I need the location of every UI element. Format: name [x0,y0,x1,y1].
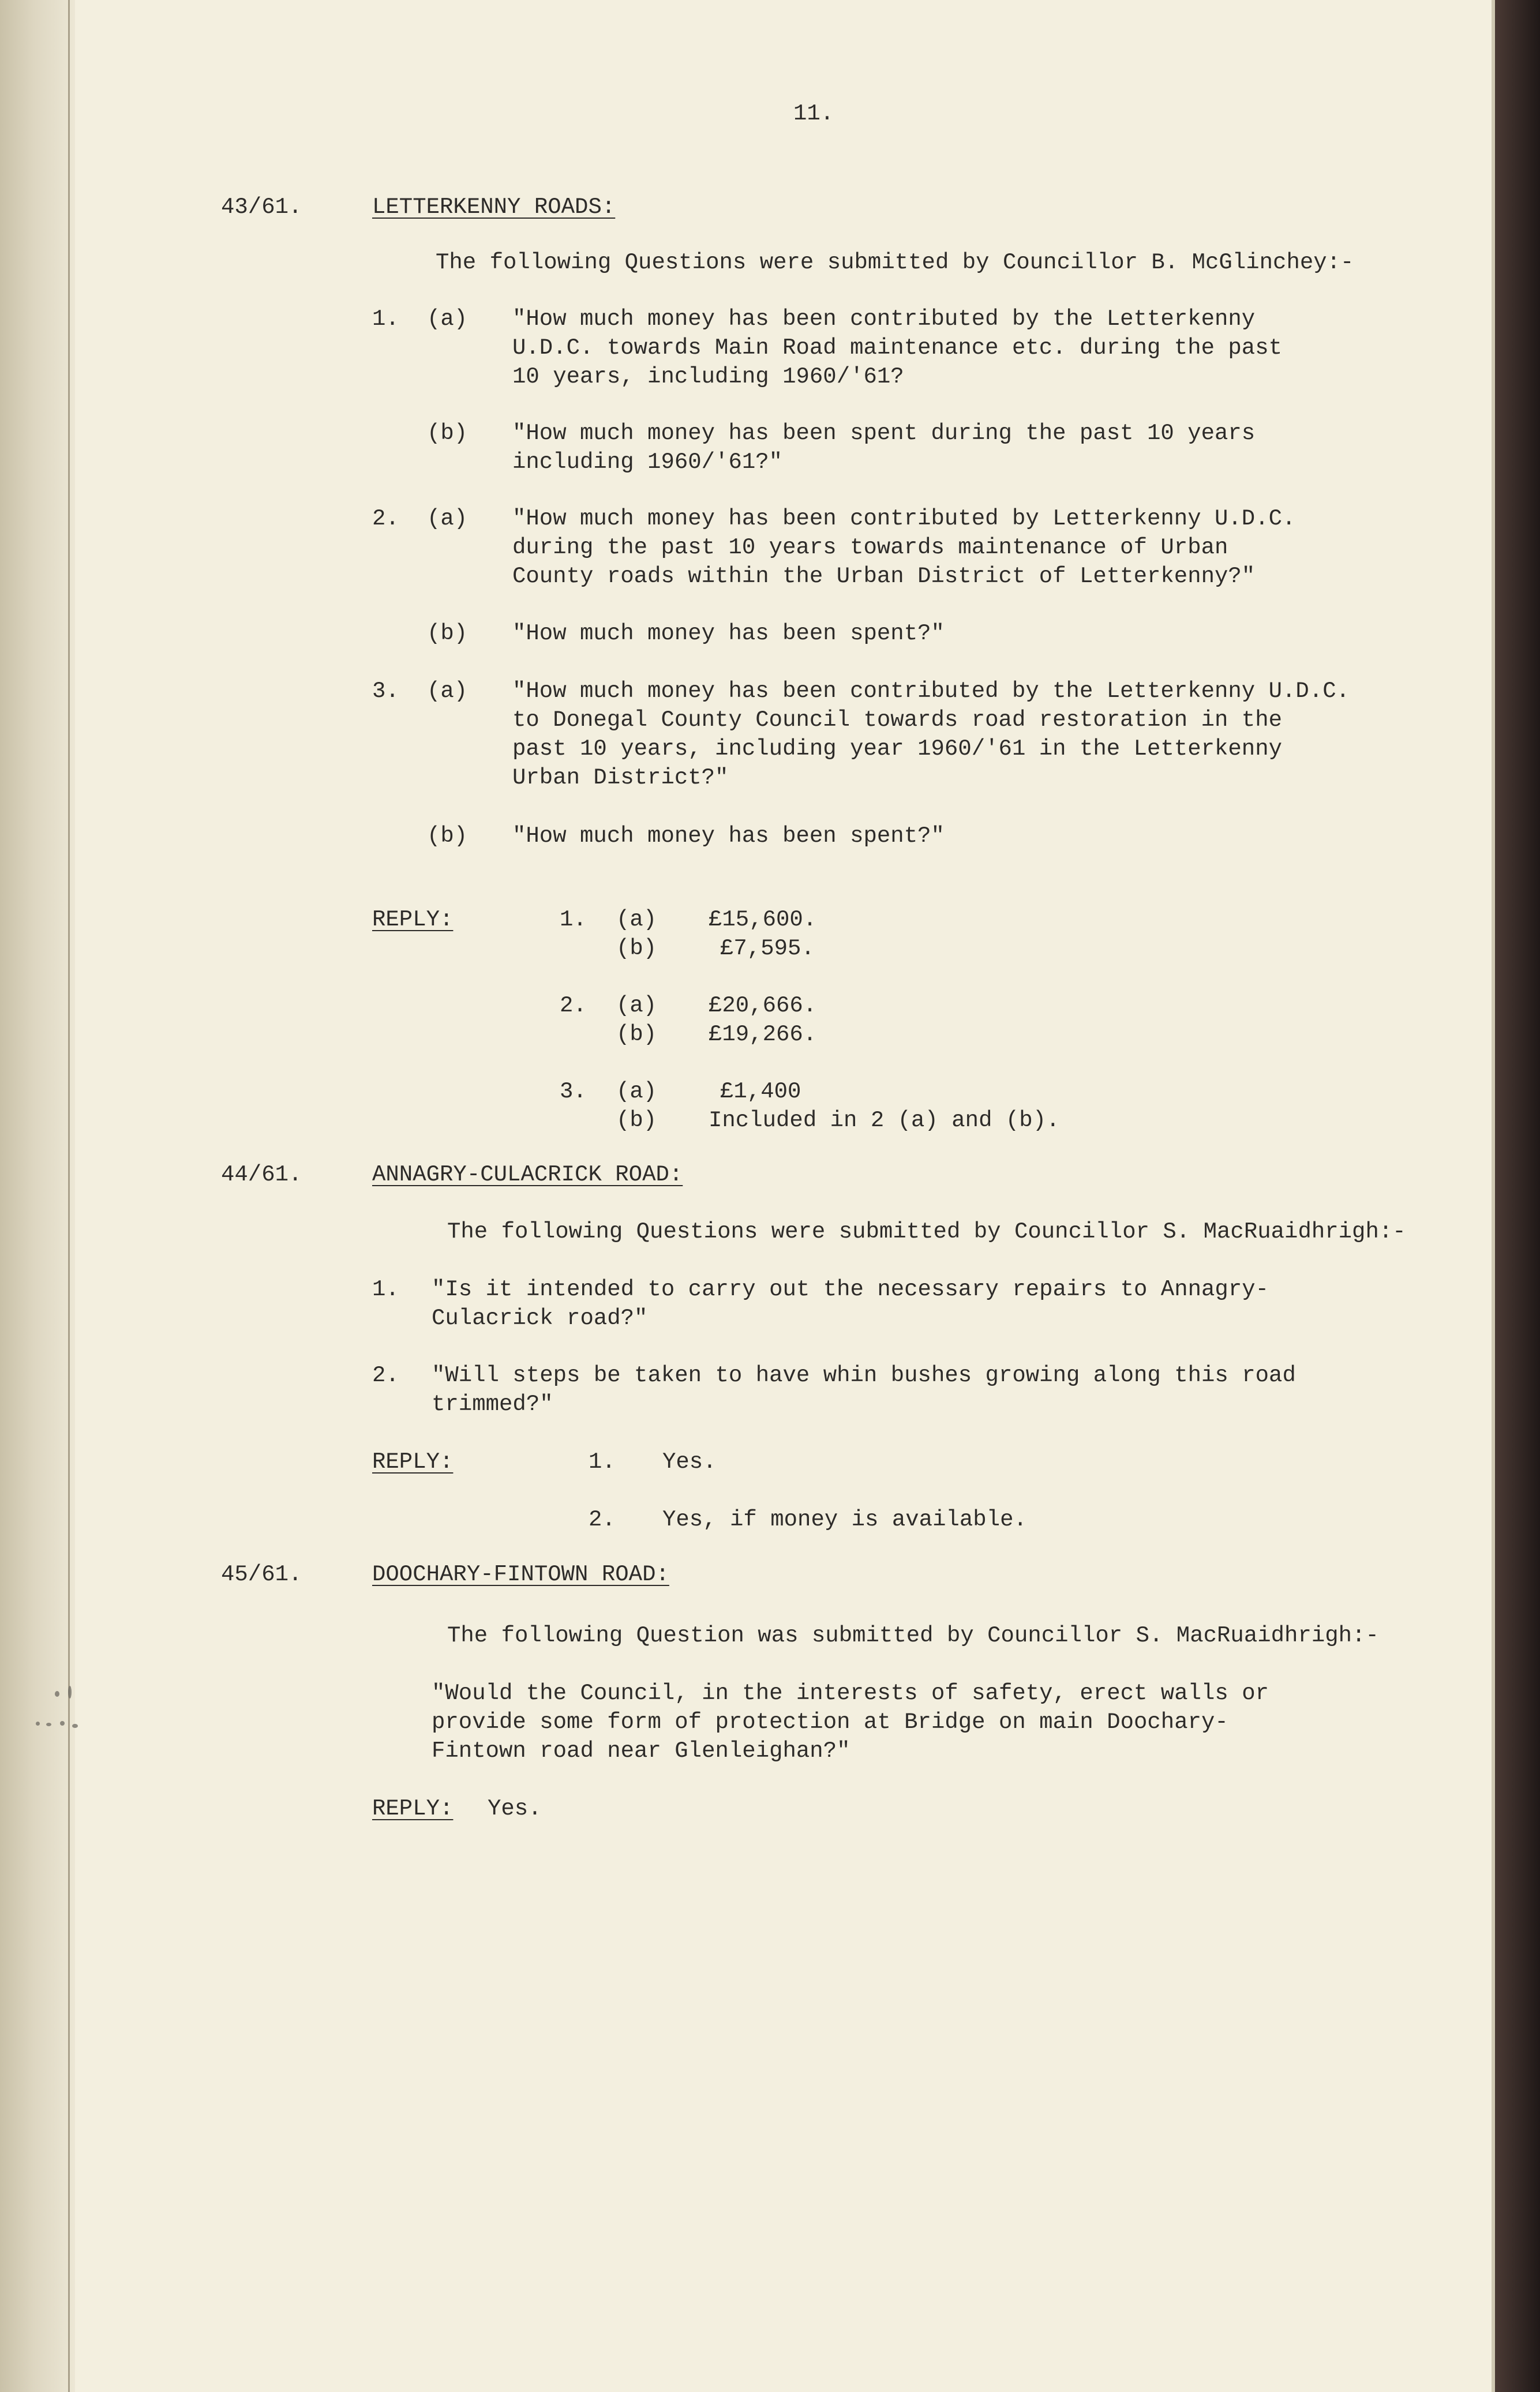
question-text: "Would the Council, in the interests of safety, erect walls or provide some form of protection at Bridge on main Doochary- Fintown road near Glenleighan?" [432,1681,1269,1764]
question-part: (b) [427,823,468,849]
question-number: 2. [372,506,399,531]
item-intro: The following Question was submitted by Councillor S. MacRuaidhrigh:- [447,1623,1379,1648]
question-text: "How much money has been contributed by Letterkenny U.D.C. during the past 10 years towards maintenance of Urban County roads within the Urban District of Letterkenny?" [512,506,1296,589]
question-text: "How much money has been spent during the past 10 years including 1960/'61?" [512,421,1256,475]
question-part: (a) [427,678,468,704]
reply-value: Yes. [488,1796,542,1821]
reply-part: (a) [616,1079,657,1104]
reply-part: (b) [616,936,657,961]
item-ref: 43/61. [221,194,302,220]
page-edge-shadow [1495,0,1540,2392]
reply-label: REPLY: [372,1796,454,1821]
reply-value: Included in 2 (a) and (b). [709,1108,1060,1133]
reply-label: REPLY: [372,907,454,932]
question-part: (a) [427,506,468,531]
reply-number: 1. [589,1449,616,1475]
question-part: (b) [427,621,468,646]
item-heading: LETTERKENNY ROADS: [372,194,616,220]
item-intro: The following Questions were submitted by Councillor S. MacRuaidhrigh:- [447,1219,1406,1244]
item-ref: 44/61. [221,1162,302,1187]
item-ref: 45/61. [221,1562,302,1587]
reply-label: REPLY: [372,1449,454,1475]
reply-number: 2. [560,993,587,1018]
question-text: "Is it intended to carry out the necessary repairs to Annagry- Culacrick road?" [432,1277,1269,1331]
page-number: 11. [793,101,834,126]
binding-crease [68,0,70,2392]
question-text: "How much money has been spent?" [512,621,945,646]
reply-part: (b) [616,1108,657,1133]
reply-part: (a) [616,907,657,932]
page-binding [0,0,75,2392]
reply-number: 2. [589,1507,616,1532]
reply-number: 1. [560,907,587,932]
question-number: 1. [372,306,399,332]
reply-number: 3. [560,1079,587,1104]
reply-value: £1,400 [720,1079,801,1104]
reply-part: (a) [616,993,657,1018]
reply-value: Yes. [662,1449,717,1475]
reply-value: £19,266. [709,1022,817,1047]
reply-value: £20,666. [709,993,817,1018]
reply-part: (b) [616,1022,657,1047]
question-number: 1. [372,1277,399,1302]
reply-value: Yes, if money is available. [662,1507,1027,1532]
question-text: "Will steps be taken to have whin bushes growing along this road trimmed?" [432,1363,1296,1417]
reply-value: £7,595. [720,936,815,961]
question-part: (a) [427,306,468,332]
question-text: "How much money has been contributed by the Letterkenny U.D.C. to Donegal County Council towards road restoration in the past 10 years, including year 1960/'61 in the Letterkenny Urban District?" [512,678,1350,790]
item-intro: The following Questions were submitted by Councillor B. McGlinchey:- [436,250,1354,275]
item-heading: ANNAGRY-CULACRICK ROAD: [372,1162,683,1187]
question-text: "How much money has been contributed by the Letterkenny U.D.C. towards Main Road maintenance etc. during the past 10 years, including 1960/'61? [512,306,1283,389]
question-number: 3. [372,678,399,704]
reply-value: £15,600. [709,907,817,932]
question-part: (b) [427,421,468,446]
question-number: 2. [372,1363,399,1388]
question-text: "How much money has been spent?" [512,823,945,849]
item-heading: DOOCHARY-FINTOWN ROAD: [372,1562,669,1587]
